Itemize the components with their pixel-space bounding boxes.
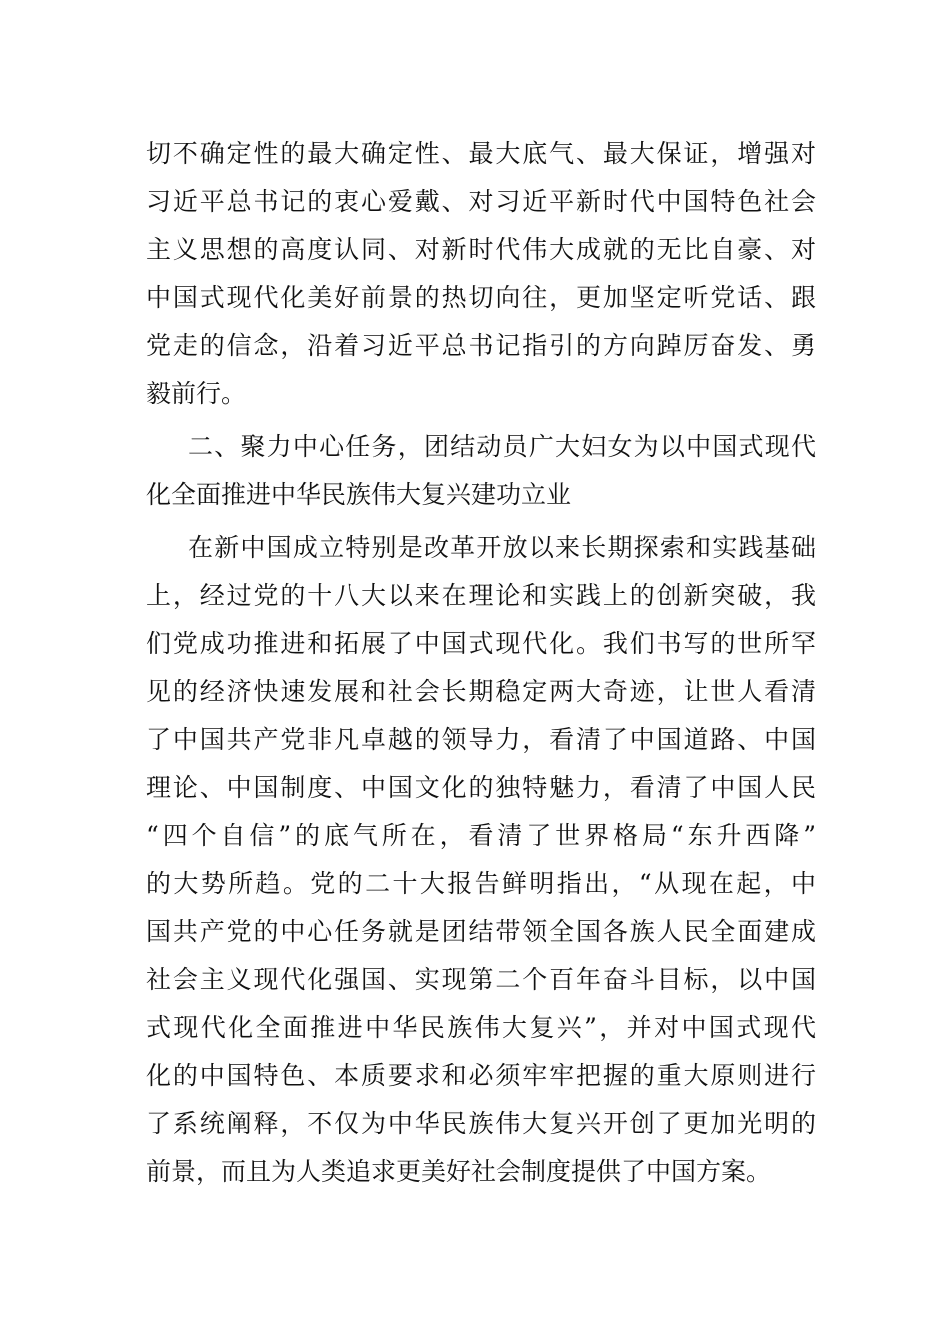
- paragraph-line: 国共产党的中心任务就是团结带领全国各族人民全面建成: [146, 917, 816, 946]
- paragraph-line: 见的经济快速发展和社会长期稳定两大奇迹，让世人看清: [146, 677, 816, 706]
- paragraph-line: 的大势所趋。党的二十大报告鲜明指出，“从现在起，中: [146, 869, 816, 898]
- paragraph-line: 理论、中国制度、中国文化的独特魅力，看清了中国人民: [146, 773, 816, 802]
- paragraph-line: 了系统阐释，不仅为中华民族伟大复兴开创了更加光明的: [146, 1109, 816, 1138]
- paragraph-line: 切不确定性的最大确定性、最大底气、最大保证，增强对: [146, 139, 816, 168]
- paragraph-line: 前景，而且为人类追求更美好社会制度提供了中国方案。: [146, 1157, 772, 1186]
- paragraph-line: 主义思想的高度认同、对新时代伟大成就的无比自豪、对: [146, 235, 816, 264]
- paragraph-line: 式现代化全面推进中华民族伟大复兴”，并对中国式现代: [146, 1013, 816, 1042]
- section-heading-line: 化全面推进中华民族伟大复兴建功立业: [146, 480, 572, 509]
- paragraph-line: 习近平总书记的衷心爱戴、对习近平新时代中国特色社会: [146, 187, 816, 216]
- paragraph-line: 在新中国成立特别是改革开放以来长期探索和实践基础: [188, 533, 816, 562]
- paragraph-line: 毅前行。: [146, 379, 247, 408]
- paragraph-line: 们党成功推进和拓展了中国式现代化。我们书写的世所罕: [146, 629, 816, 658]
- paragraph-line: “四个自信”的底气所在，看清了世界格局“东升西降”: [146, 821, 816, 850]
- paragraph-line: 社会主义现代化强国、实现第二个百年奋斗目标，以中国: [146, 965, 816, 994]
- section-heading-line: 二、聚力中心任务，团结动员广大妇女为以中国式现代: [188, 432, 816, 461]
- paragraph-line: 党走的信念，沿着习近平总书记指引的方向踔厉奋发、勇: [146, 331, 816, 360]
- paragraph-line: 上，经过党的十八大以来在理论和实践上的创新突破，我: [146, 581, 816, 610]
- paragraph-line: 中国式现代化美好前景的热切向往，更加坚定听党话、跟: [146, 283, 816, 312]
- paragraph-line: 化的中国特色、本质要求和必须牢牢把握的重大原则进行: [146, 1061, 816, 1090]
- paragraph-line: 了中国共产党非凡卓越的领导力，看清了中国道路、中国: [146, 725, 816, 754]
